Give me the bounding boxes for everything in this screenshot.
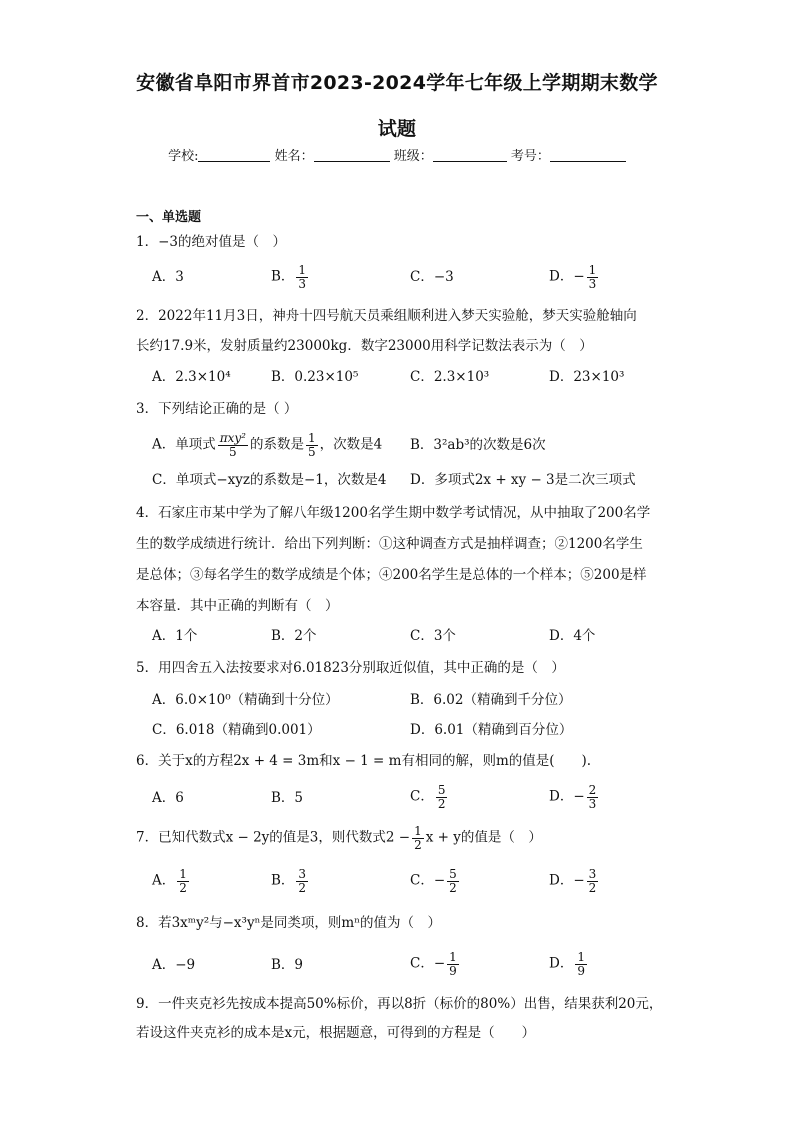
question-7-stem <box>136 825 542 851</box>
question-8-stem: 8．若3xᵐy²与−x³yⁿ是同类项，则mⁿ的值为（ ） <box>136 915 442 931</box>
question-4-stem-line4: 本容量．其中正确的判断有（ ） <box>136 598 339 614</box>
q1-option-a[interactable]: A．3 <box>152 269 184 285</box>
page-title-line1: 安徽省阜阳市界首市2023-2024学年七年级上学期期末数学 <box>136 72 658 94</box>
question-9-stem-line2: 若设这件夹克衫的成本是x元，根据题意，可得到的方程是（ ） <box>136 1025 536 1041</box>
q2-option-b[interactable]: B．0.23×10⁵ <box>271 369 359 385</box>
option-text: A．单项式 <box>152 436 216 453</box>
q2-option-d[interactable]: D．23×10³ <box>549 369 625 385</box>
class-label: 班级： <box>393 149 433 164</box>
fraction: $\frac{1}{3}$ <box>588 263 597 291</box>
q3-option-a[interactable] <box>152 432 382 458</box>
q6-option-b[interactable]: B．5 <box>271 790 304 806</box>
q7-option-a[interactable] <box>152 868 191 894</box>
class-blank[interactable] <box>433 148 507 162</box>
question-9-stem: 9．一件夹克衫先按成本提高50%标价，再以8折（标价的80%）出售，结果获利20元， <box>136 996 663 1012</box>
q8-option-c[interactable] <box>410 951 461 977</box>
option-letter: B． <box>271 268 295 285</box>
q3-option-d[interactable]: D．多项式2x + xy − 3是二次三项式 <box>410 472 636 488</box>
question-4-stem-line3: 是总体；③每名学生的数学成绩是个体；④200名学生是总体的一个样本；⑤200是样 <box>136 567 647 583</box>
q5-option-c[interactable]: C．6.018（精确到0.001） <box>152 722 321 738</box>
q7-option-d[interactable] <box>549 868 600 894</box>
option-letter: D．− <box>549 268 585 285</box>
student-info-row <box>0 145 794 164</box>
question-6-stem: 6．关于x的方程2x + 4 = 3m和x − 1 = m有相同的解，则m的值是( ). <box>136 753 592 769</box>
option-text: 的系数是 <box>250 436 304 453</box>
q4-option-c[interactable]: C．3个 <box>410 628 456 644</box>
q3-option-c[interactable]: C．单项式−xyz的系数是−1，次数是4 <box>152 472 387 488</box>
fraction: $\frac{1}{9}$ <box>449 950 457 978</box>
fraction: $\frac{5}{2}$ <box>449 867 457 895</box>
fraction: $\frac{2}{3}$ <box>588 783 597 811</box>
fraction: $\frac{1}{5}$ <box>308 431 316 459</box>
q5-option-d[interactable]: D．6.01（精确到百分位） <box>410 722 573 738</box>
q5-option-a[interactable]: A．6.0×10⁰（精确到十分位） <box>152 692 339 708</box>
fraction: $\frac{1}{9}$ <box>577 950 585 978</box>
number-label: 考号： <box>510 149 550 164</box>
q7-option-b[interactable] <box>271 868 310 894</box>
fraction: $\frac{3}{2}$ <box>588 867 597 895</box>
fraction: $\frac{1}{2}$ <box>179 867 187 895</box>
fraction: $\frac{1}{2}$ <box>414 824 422 852</box>
page-title-line2: 试题 <box>377 118 417 140</box>
fraction: $\frac{\text{πxy²}}{5}$ <box>219 431 246 459</box>
q8-option-b[interactable]: B．9 <box>271 957 304 973</box>
option-letter: A． <box>152 872 176 889</box>
q8-option-a[interactable]: A．−9 <box>152 957 196 973</box>
q2-option-a[interactable]: A．2.3×10⁴ <box>152 369 231 385</box>
option-letter: D．− <box>549 788 585 805</box>
q4-option-d[interactable]: D．4个 <box>549 628 596 644</box>
option-letter: C． <box>410 788 434 805</box>
school-label: 学校: <box>168 149 199 164</box>
q4-option-a[interactable]: A．1个 <box>152 628 198 644</box>
option-letter: C．− <box>410 955 446 972</box>
q1-option-b[interactable] <box>271 264 310 290</box>
question-2-stem-line2: 长约17.9米，发射质量约23000kg．数字23000用科学记数法表示为（ ） <box>136 338 593 354</box>
question-4-stem: 4．石家庄市某中学为了解八年级1200名学生期中数学考试情况，从中抽取了200名学 <box>136 505 651 521</box>
fraction: $\frac{1}{3}$ <box>298 263 307 291</box>
q8-option-d[interactable] <box>549 951 589 977</box>
stem-text: x + y的值是（ ） <box>425 829 542 846</box>
school-blank[interactable] <box>198 148 270 162</box>
q1-option-d[interactable] <box>549 264 600 290</box>
q3-option-b[interactable]: B．3²ab³的次数是6次 <box>410 437 546 453</box>
q1-option-c[interactable]: C．−3 <box>410 269 454 285</box>
name-label: 姓名： <box>274 149 314 164</box>
q4-option-b[interactable]: B．2个 <box>271 628 317 644</box>
q6-option-a[interactable]: A．6 <box>152 790 184 806</box>
option-letter: D．− <box>549 872 585 889</box>
q6-option-c[interactable] <box>410 784 449 810</box>
fraction: $\frac{5}{2}$ <box>437 783 446 811</box>
question-5-stem: 5．用四舍五入法按要求对6.01823分别取近似值，其中正确的是（ ） <box>136 660 565 676</box>
option-text: ，次数是4 <box>319 436 383 453</box>
question-1-stem: 1．−3的绝对值是（ ） <box>136 234 286 250</box>
q2-option-c[interactable]: C．2.3×10³ <box>410 369 490 385</box>
option-letter: B． <box>271 872 295 889</box>
question-2-stem: 2．2022年11月3日，神舟十四号航天员乘组顺利进入梦天实验舱，梦天实验舱轴向 <box>136 308 637 324</box>
question-3-stem: 3．下列结论正确的是（ ） <box>136 401 298 417</box>
name-blank[interactable] <box>314 148 390 162</box>
question-4-stem-line2: 生的数学成绩进行统计．给出下列判断：①这种调查方式是抽样调查；②1200名学生 <box>136 536 643 552</box>
q7-option-c[interactable] <box>410 868 461 894</box>
q5-option-b[interactable]: B．6.02（精确到千分位） <box>410 692 572 708</box>
q6-option-d[interactable] <box>549 784 600 810</box>
option-letter: C．− <box>410 872 446 889</box>
fraction: $\frac{3}{2}$ <box>298 867 307 895</box>
option-letter: D． <box>549 955 574 972</box>
section-heading: 一、单选题 <box>136 210 202 225</box>
stem-text: 7．已知代数式x − 2y的值是3，则代数式2 − <box>136 829 411 846</box>
number-blank[interactable] <box>550 148 626 162</box>
